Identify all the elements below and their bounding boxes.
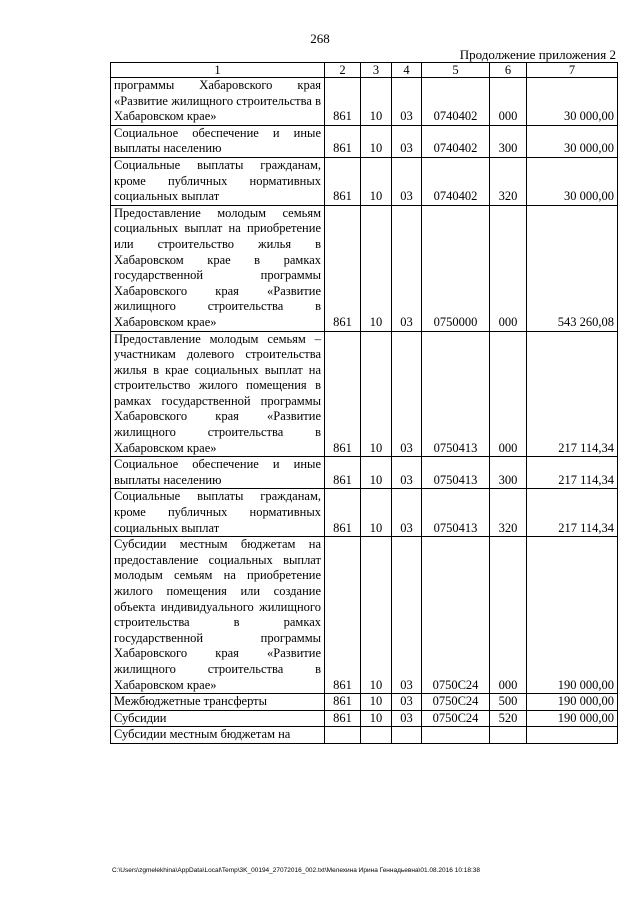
column-header: 2 xyxy=(325,63,361,78)
target-article-code-cell: 0750С24 xyxy=(422,694,490,711)
amount-cell: 30 000,00 xyxy=(527,78,618,126)
amount-cell: 217 114,34 xyxy=(527,489,618,537)
table-row xyxy=(111,125,618,157)
page-number: 268 xyxy=(310,31,330,46)
column-header: 1 xyxy=(111,63,325,78)
target-article-code-cell: 0750413 xyxy=(422,489,490,537)
amount-cell: 190 000,00 xyxy=(527,710,618,727)
section-code-cell: 10 xyxy=(361,78,392,126)
subsection-code-cell: 03 xyxy=(392,694,422,711)
table-row xyxy=(111,710,618,727)
item-name-cell: Субсидии xyxy=(111,710,325,727)
ministry-code-cell: 861 xyxy=(325,78,361,126)
expense-type-code-cell: 320 xyxy=(490,489,527,537)
item-name-cell: Социальное обеспечение и иные выплаты населению xyxy=(111,457,325,489)
section-code-cell: 10 xyxy=(361,157,392,205)
expense-type-code-cell: 000 xyxy=(490,331,527,457)
column-header: 4 xyxy=(392,63,422,78)
expense-type-code-cell: 300 xyxy=(490,125,527,157)
subsection-code-cell: 03 xyxy=(392,489,422,537)
item-name-cell: Социальное обеспечение и иные выплаты населению xyxy=(111,125,325,157)
subsection-code-cell: 03 xyxy=(392,457,422,489)
ministry-code-cell: 861 xyxy=(325,537,361,694)
section-code-cell: 10 xyxy=(361,331,392,457)
subsection-code-cell: 03 xyxy=(392,537,422,694)
item-name-cell: Предоставление молодым семьям социальных выплат на приобретение или строительство жилья в Хабаровском крае в рамках государственной программы Хабаровского края «Развитие жилищного строительства в Хабаровском крае» xyxy=(111,205,325,331)
amount-cell: 217 114,34 xyxy=(527,331,618,457)
column-header: 5 xyxy=(422,63,490,78)
subsection-code-cell: 03 xyxy=(392,157,422,205)
ministry-code-cell: 861 xyxy=(325,710,361,727)
target-article-code-cell: 0750С24 xyxy=(422,537,490,694)
column-header: 3 xyxy=(361,63,392,78)
column-header: 6 xyxy=(490,63,527,78)
table-body xyxy=(111,78,618,744)
subsection-code-cell: 03 xyxy=(392,78,422,126)
target-article-code-cell xyxy=(422,727,490,744)
expense-type-code-cell: 000 xyxy=(490,78,527,126)
table-row xyxy=(111,157,618,205)
amount-cell xyxy=(527,727,618,744)
ministry-code-cell xyxy=(325,727,361,744)
section-code-cell xyxy=(361,727,392,744)
amount-cell: 190 000,00 xyxy=(527,537,618,694)
subsection-code-cell: 03 xyxy=(392,710,422,727)
target-article-code-cell: 0750С24 xyxy=(422,710,490,727)
expense-type-code-cell: 320 xyxy=(490,157,527,205)
ministry-code-cell: 861 xyxy=(325,157,361,205)
column-header: 7 xyxy=(527,63,618,78)
target-article-code-cell: 0740402 xyxy=(422,157,490,205)
item-name-cell: Социальные выплаты гражданам, кроме публичных нормативных социальных выплат xyxy=(111,489,325,537)
item-name-cell: Межбюджетные трансферты xyxy=(111,694,325,711)
ministry-code-cell: 861 xyxy=(325,457,361,489)
item-name-cell: Предоставление молодым семьям – участникам долевого строительства жилья в крае социальных выплат на строительство жилого помещения в рамках государственной программы Хабаровского края «Развитие жилищного строительства в Хабаровском крае» xyxy=(111,331,325,457)
section-code-cell: 10 xyxy=(361,694,392,711)
budget-table xyxy=(110,62,618,744)
amount-cell: 190 000,00 xyxy=(527,694,618,711)
ministry-code-cell: 861 xyxy=(325,205,361,331)
expense-type-code-cell xyxy=(490,727,527,744)
item-name-cell: Субсидии местным бюджетам на xyxy=(111,727,325,744)
header-row xyxy=(111,63,618,78)
item-name-cell: Субсидии местным бюджетам на предоставление социальных выплат молодым семьям на приобретение жилого помещения или создание объекта индивидуального жилищного строительства в рамках государственной программы Хабаровского края «Развитие жилищного строительства в Хабаровском крае» xyxy=(111,537,325,694)
section-code-cell: 10 xyxy=(361,205,392,331)
item-name-cell: программы Хабаровского края «Развитие жилищного строительства в Хабаровском крае» xyxy=(111,78,325,126)
subsection-code-cell: 03 xyxy=(392,205,422,331)
expense-type-code-cell: 000 xyxy=(490,537,527,694)
expense-type-code-cell: 500 xyxy=(490,694,527,711)
item-name-cell: Социальные выплаты гражданам, кроме публичных нормативных социальных выплат xyxy=(111,157,325,205)
section-code-cell: 10 xyxy=(361,537,392,694)
subsection-code-cell: 03 xyxy=(392,125,422,157)
table-row xyxy=(111,205,618,331)
table-row xyxy=(111,694,618,711)
ministry-code-cell: 861 xyxy=(325,489,361,537)
table-row xyxy=(111,489,618,537)
section-code-cell: 10 xyxy=(361,710,392,727)
expense-type-code-cell: 520 xyxy=(490,710,527,727)
target-article-code-cell: 0740402 xyxy=(422,125,490,157)
subsection-code-cell xyxy=(392,727,422,744)
table-row xyxy=(111,331,618,457)
amount-cell: 30 000,00 xyxy=(527,157,618,205)
expense-type-code-cell: 000 xyxy=(490,205,527,331)
section-code-cell: 10 xyxy=(361,125,392,157)
ministry-code-cell: 861 xyxy=(325,125,361,157)
expense-type-code-cell: 300 xyxy=(490,457,527,489)
table-row xyxy=(111,727,618,744)
file-path-footer: C:\Users\zgmelekhina\AppData\Local\Temp\3K_00194_27072016_002.txt\Мелехина Ирина Геннадьевна\01.08.2016 10:18:38 xyxy=(112,867,481,874)
ministry-code-cell: 861 xyxy=(325,694,361,711)
target-article-code-cell: 0750413 xyxy=(422,457,490,489)
amount-cell: 543 260,08 xyxy=(527,205,618,331)
table-row xyxy=(111,537,618,694)
subsection-code-cell: 03 xyxy=(392,331,422,457)
ministry-code-cell: 861 xyxy=(325,331,361,457)
table-row xyxy=(111,457,618,489)
amount-cell: 30 000,00 xyxy=(527,125,618,157)
amount-cell: 217 114,34 xyxy=(527,457,618,489)
target-article-code-cell: 0750000 xyxy=(422,205,490,331)
continuation-note: Продолжение приложения 2 xyxy=(459,47,616,62)
section-code-cell: 10 xyxy=(361,489,392,537)
target-article-code-cell: 0750413 xyxy=(422,331,490,457)
target-article-code-cell: 0740402 xyxy=(422,78,490,126)
table-row xyxy=(111,78,618,126)
section-code-cell: 10 xyxy=(361,457,392,489)
